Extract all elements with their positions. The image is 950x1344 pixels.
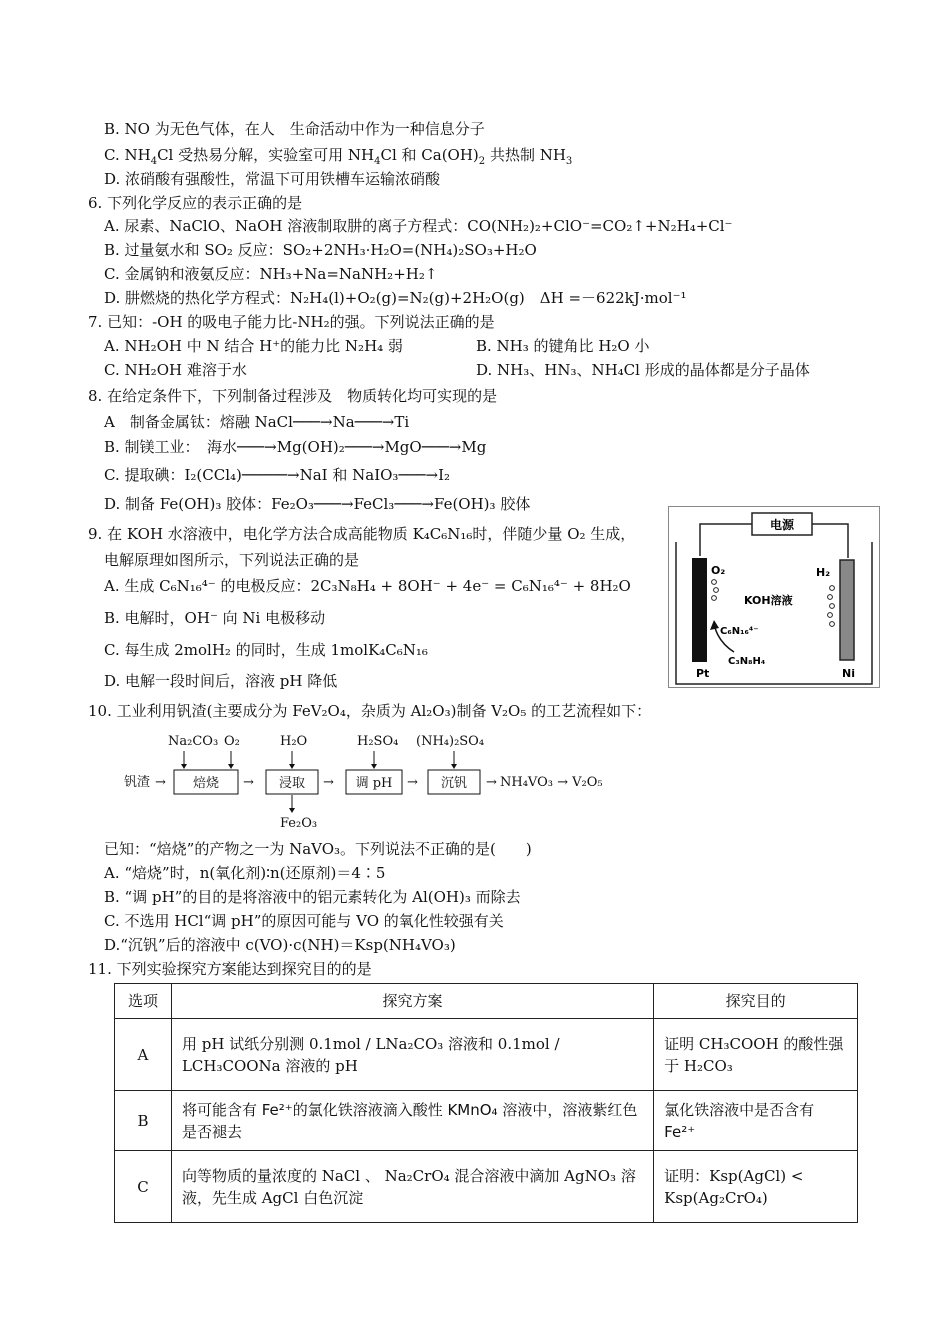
q11-stem: 11. 下列实验探究方案能达到探究目的的是 (88, 960, 372, 978)
row-option: A (115, 1019, 172, 1091)
koh-solution-label: KOH溶液 (744, 594, 793, 607)
arrow-head-icon (289, 808, 295, 813)
power-source-label: 电源 (769, 518, 795, 532)
electrolysis-diagram (668, 506, 880, 688)
row-plan: 将可能含有 Fe²⁺的氯化铁溶液滴入酸性 KMnO₄ 溶液中，溶液紫红色是否褪去 (171, 1091, 653, 1151)
arrow-head-icon (181, 764, 187, 769)
q10-option-c: C. 不选用 HCl“调 pH”的原因可能与 VO 的氧化性较强有关 (104, 912, 504, 930)
q6-option-a: A. 尿素、NaClO、NaOH 溶液制取肼的离子方程式：CO(NH₂)₂+ClO⁻=CO₂↑+N₂H₄+Cl⁻ (104, 217, 733, 235)
h2-label: H₂ (816, 566, 831, 579)
flow-step-roast: 焙烧 (192, 776, 220, 791)
q7-option-a: A. NH₂OH 中 N 结合 H⁺的能力比 N₂H₄ 弱 (104, 337, 403, 355)
flow-input-nh4-2so4: (NH₄)₂SO₄ (416, 734, 485, 749)
q10-known: 已知：“焙烧”的产物之一为 NaVO₃。下列说法不正确的是( ) (104, 840, 532, 858)
table-row (115, 1091, 858, 1151)
pt-electrode (692, 558, 707, 662)
table-row (115, 1151, 858, 1223)
q10-option-b: B. “调 pH”的目的是将溶液中的铝元素转化为 Al(OH)₃ 而除去 (104, 888, 521, 906)
row-option: C (115, 1151, 172, 1223)
arrow-head-icon (371, 764, 377, 769)
arrow-head-icon (228, 764, 234, 769)
q7-stem: 7. 已知：-OH 的吸电子能力比-NH₂的强。下列说法正确的是 (88, 313, 495, 331)
q6-option-c: C. 金属钠和液氨反应：NH₃+Na=NaNH₂+H₂↑ (104, 265, 438, 283)
c6n16-label: C₆N₁₆⁴⁻ (720, 626, 759, 637)
row-goal: 氯化铁溶液中是否含有 Fe²⁺ (654, 1091, 858, 1151)
flow-arrow: → (323, 775, 334, 790)
table-row (115, 1019, 858, 1091)
q10-option-d: D.“沉钒”后的溶液中 c(VO)·c(NH)＝Ksp(NH₄VO₃) (104, 936, 456, 954)
row-option: B (115, 1091, 172, 1151)
q7-option-d: D. NH₃、HN₃、NH₄Cl 形成的晶体都是分子晶体 (476, 361, 810, 379)
q9-stem-line1: 9. 在 KOH 水溶液中，电化学方法合成高能物质 K₄C₆N₁₆时，伴随少量 O₂ 生成， (88, 525, 636, 543)
q9-stem-line2: 电解原理如图所示，下列说法正确的是 (104, 551, 360, 569)
ni-label: Ni (842, 667, 855, 680)
q6-option-b: B. 过量氨水和 SO₂ 反应：SO₂+2NH₃·H₂O=(NH₄)₂SO₃+H₂O (104, 241, 537, 259)
q8-option-a: A 制备金属钛：熔融 NaCl───→Na───→Ti (104, 413, 410, 431)
q10-stem: 10. 工业利用钒渣(主要成分为 FeV₂O₄，杂质为 Al₂O₃)制备 V₂O₅ 的工艺流程如下： (88, 702, 652, 720)
q5-option-c: C. $NH_4Cl$ 受热易分解，实验室可用 $NH_4Cl$ 和 $Ca(OH)_2$ 共热制 $NH_3$ (104, 146, 573, 167)
flow-arrow: → (155, 775, 166, 790)
flow-arrow: → (407, 775, 418, 790)
flow-step-leach: 浸取 (278, 776, 306, 791)
q6-stem: 6. 下列化学反应的表示正确的是 (88, 194, 303, 212)
flow-step-precipitate: 沉钒 (440, 776, 468, 791)
flow-arrow: → (486, 775, 497, 790)
flow-step-adjust-ph: 调 pH (355, 776, 393, 791)
q9-option-b: B. 电解时，OH⁻ 向 Ni 电极移动 (104, 609, 326, 627)
q5-option-d: D. 浓硝酸有强酸性，常温下可用铁槽车运输浓硝酸 (104, 170, 441, 188)
q8-stem: 8. 在给定条件下，下列制备过程涉及 物质转化均可实现的是 (88, 387, 498, 405)
flow-input-na2co3: Na₂CO₃ (168, 734, 219, 749)
q8-option-b: B. 制镁工业： 海水───→Mg(OH)₂───→MgO───→Mg (104, 438, 487, 456)
arrow-head-icon (289, 764, 295, 769)
ni-electrode (840, 560, 854, 660)
q8-option-c: C. 提取碘：I₂(CCl₄)─────→NaI 和 NaIO₃───→I₂ (104, 466, 451, 484)
header-option: 选项 (115, 984, 172, 1019)
q8-option-d: D. 制备 Fe(OH)₃ 胶体：Fe₂O₃───→FeCl₃───→Fe(OH)₃ 胶体 (104, 495, 531, 513)
arrow-head-icon (451, 764, 457, 769)
q9-option-c: C. 每生成 2molH₂ 的同时，生成 1molK₄C₆N₁₆ (104, 641, 428, 659)
q7-option-c: C. NH₂OH 难溶于水 (104, 361, 247, 379)
row-plan: 向等物质的量浓度的 NaCl 、 Na₂CrO₄ 混合溶液中滴加 AgNO₃ 溶液，先生成 AgCl 白色沉淀 (171, 1151, 653, 1223)
pt-label: Pt (696, 667, 710, 680)
process-flowchart (124, 728, 624, 832)
flow-byproduct-fe2o3: Fe₂O₃ (280, 816, 318, 831)
c3n8h4-label: C₃N₈H₄ (728, 656, 766, 667)
o2-label: O₂ (711, 564, 726, 577)
header-plan: 探究方案 (171, 984, 653, 1019)
flow-input-o2: O₂ (224, 734, 240, 749)
q6-option-d: D. 肼燃烧的热化学方程式：N₂H₄(l)+O₂(g)=N₂(g)+2H₂O(g) ΔH =－622kJ·mol⁻¹ (104, 289, 687, 307)
q11-experiment-table (114, 983, 858, 1223)
flow-end-product: NH₄VO₃ → V₂O₅ (500, 775, 603, 790)
row-plan: 用 pH 试纸分别测 0.1mol / LNa₂CO₃ 溶液和 0.1mol / LCH₃COONa 溶液的 pH (171, 1019, 653, 1091)
q9-option-a: A. 生成 C₆N₁₆⁴⁻ 的电极反应：2C₃N₈H₄ + 8OH⁻ + 4e⁻ = C₆N₁₆⁴⁻ + 8H₂O (104, 577, 631, 595)
q5-option-b: B. NO 为无色气体，在人 生命活动中作为一种信息分子 (104, 120, 485, 138)
q9-option-d: D. 电解一段时间后，溶液 pH 降低 (104, 672, 338, 690)
row-goal: 证明 CH₃COOH 的酸性强于 H₂CO₃ (654, 1019, 858, 1091)
flow-input-h2o: H₂O (280, 734, 308, 749)
row-goal: 证明：Ksp(AgCl) < Ksp(Ag₂CrO₄) (654, 1151, 858, 1223)
q7-option-b: B. NH₃ 的键角比 H₂O 小 (476, 337, 650, 355)
table-header-row (115, 984, 858, 1019)
flow-start-slag: 钒渣 (124, 775, 151, 790)
flow-arrow: → (243, 775, 254, 790)
q10-option-a: A. “焙烧”时，n(氧化剂)∶n(还原剂)＝4∶5 (104, 864, 386, 882)
header-goal: 探究目的 (654, 984, 858, 1019)
flow-input-h2so4: H₂SO₄ (357, 734, 399, 749)
